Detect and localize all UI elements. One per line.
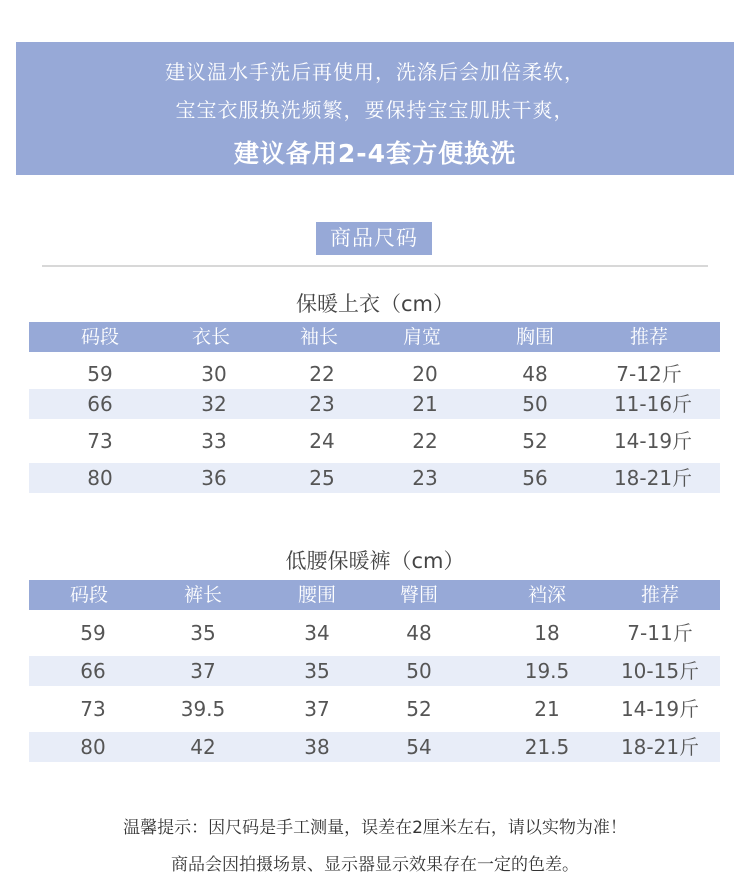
table-cell: 54 <box>406 735 432 759</box>
banner-line-2: 宝宝衣服换洗频繁，要保持宝宝肌肤干爽， <box>175 98 575 122</box>
table-cell: 48 <box>406 621 432 645</box>
table-cell: 34 <box>304 621 330 645</box>
table-cell: 20 <box>412 362 438 386</box>
header-cell: 码段 <box>80 326 119 348</box>
table-cell: 37 <box>190 659 216 683</box>
table-cell: 36 <box>201 466 227 490</box>
table-cell: 33 <box>201 429 227 453</box>
header-cell: 腰围 <box>297 584 336 606</box>
table-row <box>29 389 720 419</box>
table-cell: 23 <box>412 466 438 490</box>
table-cell: 42 <box>190 735 216 759</box>
table-row <box>29 359 720 389</box>
table-cell: 14-19斤 <box>620 697 700 721</box>
table-cell: 39.5 <box>180 697 226 721</box>
table-cell: 32 <box>201 392 227 416</box>
table-cell: 21.5 <box>524 735 570 759</box>
table-cell: 66 <box>87 392 113 416</box>
table-row <box>29 463 720 493</box>
header-cell: 衣长 <box>191 326 230 348</box>
table-row <box>29 656 720 686</box>
header-cell: 推荐 <box>640 584 679 606</box>
table-cell: 21 <box>534 697 560 721</box>
header-cell: 胸围 <box>515 326 554 348</box>
pants-table-title: 低腰保暖裤（cm） <box>285 549 465 573</box>
header-cell: 肩宽 <box>402 326 441 348</box>
measurement-note: 温馨提示：因尺码是手工测量，误差在2厘米左右，请以实物为准！ <box>123 818 627 838</box>
table-header-row <box>29 580 720 610</box>
table-cell: 56 <box>522 466 548 490</box>
table-cell: 11-16斤 <box>613 392 693 416</box>
table-header-row <box>29 322 720 352</box>
table-cell: 80 <box>80 735 106 759</box>
header-cell: 推荐 <box>629 326 668 348</box>
table-cell: 80 <box>87 466 113 490</box>
table-cell: 7-11斤 <box>627 621 693 645</box>
table-cell: 37 <box>304 697 330 721</box>
table-cell: 22 <box>309 362 335 386</box>
banner-line-3: 建议备用2-4套方便换洗 <box>233 139 517 168</box>
table-cell: 48 <box>522 362 548 386</box>
table-cell: 66 <box>80 659 106 683</box>
table-cell: 59 <box>80 621 106 645</box>
table-cell: 21 <box>412 392 438 416</box>
table-cell: 18-21斤 <box>620 735 700 759</box>
table-row <box>29 426 720 456</box>
table-cell: 10-15斤 <box>620 659 700 683</box>
header-cell: 裆深 <box>527 584 566 606</box>
table-cell: 35 <box>190 621 216 645</box>
table-cell: 38 <box>304 735 330 759</box>
header-cell: 裤长 <box>183 584 222 606</box>
color-note: 商品会因拍摄场景、显示器显示效果存在一定的色差。 <box>171 855 579 875</box>
pants-size-table <box>29 580 720 762</box>
table-cell: 18-21斤 <box>613 466 693 490</box>
table-row <box>29 618 720 648</box>
table-cell: 7-12斤 <box>616 362 682 386</box>
table-cell: 23 <box>309 392 335 416</box>
table-cell: 30 <box>201 362 227 386</box>
table-cell: 24 <box>309 429 335 453</box>
table-cell: 19.5 <box>524 659 570 683</box>
table-cell: 35 <box>304 659 330 683</box>
banner-line-1: 建议温水手洗后再使用，洗涤后会加倍柔软， <box>165 60 585 84</box>
header-cell: 码段 <box>69 584 108 606</box>
table-cell: 73 <box>80 697 106 721</box>
table-cell: 59 <box>87 362 113 386</box>
table-cell: 22 <box>412 429 438 453</box>
table-cell: 52 <box>522 429 548 453</box>
top-size-table <box>29 322 720 493</box>
table-cell: 14-19斤 <box>613 429 693 453</box>
table-cell: 50 <box>406 659 432 683</box>
divider <box>42 265 708 267</box>
section-title: 商品尺码 <box>316 222 432 255</box>
table-row <box>29 694 720 724</box>
care-instructions-banner <box>16 42 734 175</box>
top-table-title: 保暖上衣（cm） <box>295 292 454 316</box>
header-cell: 袖长 <box>299 326 338 348</box>
table-cell: 50 <box>522 392 548 416</box>
table-cell: 52 <box>406 697 432 721</box>
header-cell: 臀围 <box>399 584 438 606</box>
table-cell: 73 <box>87 429 113 453</box>
table-cell: 18 <box>534 621 560 645</box>
table-row <box>29 732 720 762</box>
table-cell: 25 <box>309 466 335 490</box>
